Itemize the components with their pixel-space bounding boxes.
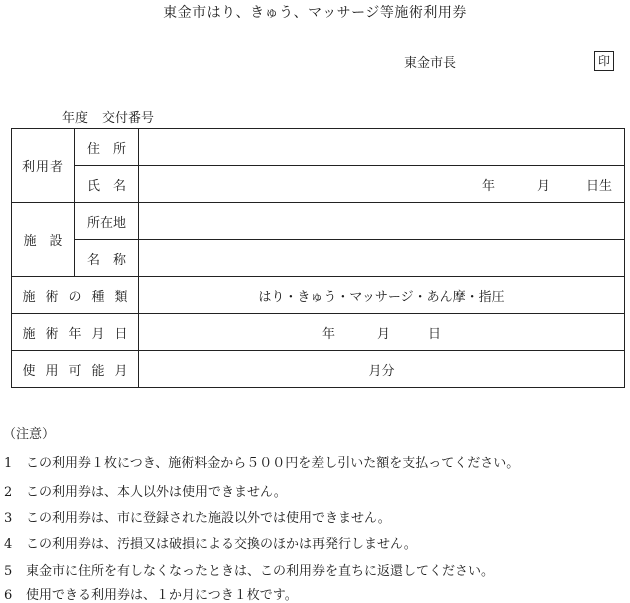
location-row [12, 203, 625, 240]
note-item [4, 533, 417, 552]
treatment-date-field [139, 314, 625, 351]
fiscal-year-label: 年度 [62, 111, 89, 126]
note-text: この利用券は、市に登録された施設以外では使用できません。 [26, 511, 391, 526]
birth-year-label: 年 [481, 178, 495, 194]
birth-day-label: 日生 [585, 178, 612, 194]
note-text: この利用券１枚につき、施術料金から５００円を差し引いた額を支払ってください。 [26, 456, 520, 471]
usable-month-label: 使用可能月 [12, 351, 139, 388]
name-row [12, 166, 625, 203]
note-text: 東金市に住所を有しなくなったときは、この利用券を直ちに返還してください。 [26, 564, 495, 579]
notes-heading: （注意） [3, 427, 56, 442]
address-row [12, 129, 625, 166]
facility-name-row [12, 240, 625, 277]
note-number: 1 [4, 456, 13, 471]
note-text: この利用券は、汚損又は破損による交換のほかは再発行しません。 [26, 537, 417, 552]
facility-name-value [139, 240, 625, 277]
birthdate-field [139, 166, 625, 203]
treatment-year-label: 年 [321, 326, 335, 342]
note-number: 2 [4, 485, 13, 500]
treatment-type-row [12, 277, 625, 314]
usable-month-value: 月分 [139, 351, 625, 388]
treatment-day-label: 日 [428, 326, 442, 342]
issue-info-line [62, 107, 154, 126]
treatment-types-value: はり・きゅう・マッサージ・あん摩・指圧 [139, 277, 625, 314]
note-item [4, 560, 494, 579]
note-item [4, 584, 298, 603]
user-group-header: 利用者 [12, 129, 75, 203]
address-value [139, 129, 625, 166]
seal-stamp-box: 印 [594, 51, 614, 71]
note-text: 使用できる利用券は、１か月につき１枚です。 [26, 588, 298, 603]
issuer-name: 東金市長 [404, 56, 457, 71]
note-number: 5 [4, 564, 13, 579]
treatment-date-label: 施術年月日 [12, 314, 139, 351]
address-label: 住 所 [75, 129, 139, 166]
note-number: 4 [4, 537, 13, 552]
note-item [4, 452, 519, 471]
note-item [4, 507, 391, 526]
note-item [4, 481, 287, 500]
location-label: 所在地 [75, 203, 139, 240]
location-value [139, 203, 625, 240]
note-number: 6 [4, 588, 13, 603]
facility-group-header: 施 設 [12, 203, 75, 277]
treatment-month-label: 月 [376, 326, 390, 342]
issue-number-label: 交付番号 [102, 111, 155, 126]
birth-month-label: 月 [536, 178, 550, 194]
note-text: この利用券は、本人以外は使用できません。 [26, 485, 287, 500]
name-label: 氏 名 [75, 166, 139, 203]
note-number: 3 [4, 511, 13, 526]
treatment-date-row [12, 314, 625, 351]
facility-name-label: 名 称 [75, 240, 139, 277]
ticket-table [11, 128, 625, 388]
usable-month-row [12, 351, 625, 388]
treatment-type-label: 施術の種類 [12, 277, 139, 314]
document-title: 東金市はり、きゅう、マッサージ等施術利用券 [163, 5, 467, 21]
